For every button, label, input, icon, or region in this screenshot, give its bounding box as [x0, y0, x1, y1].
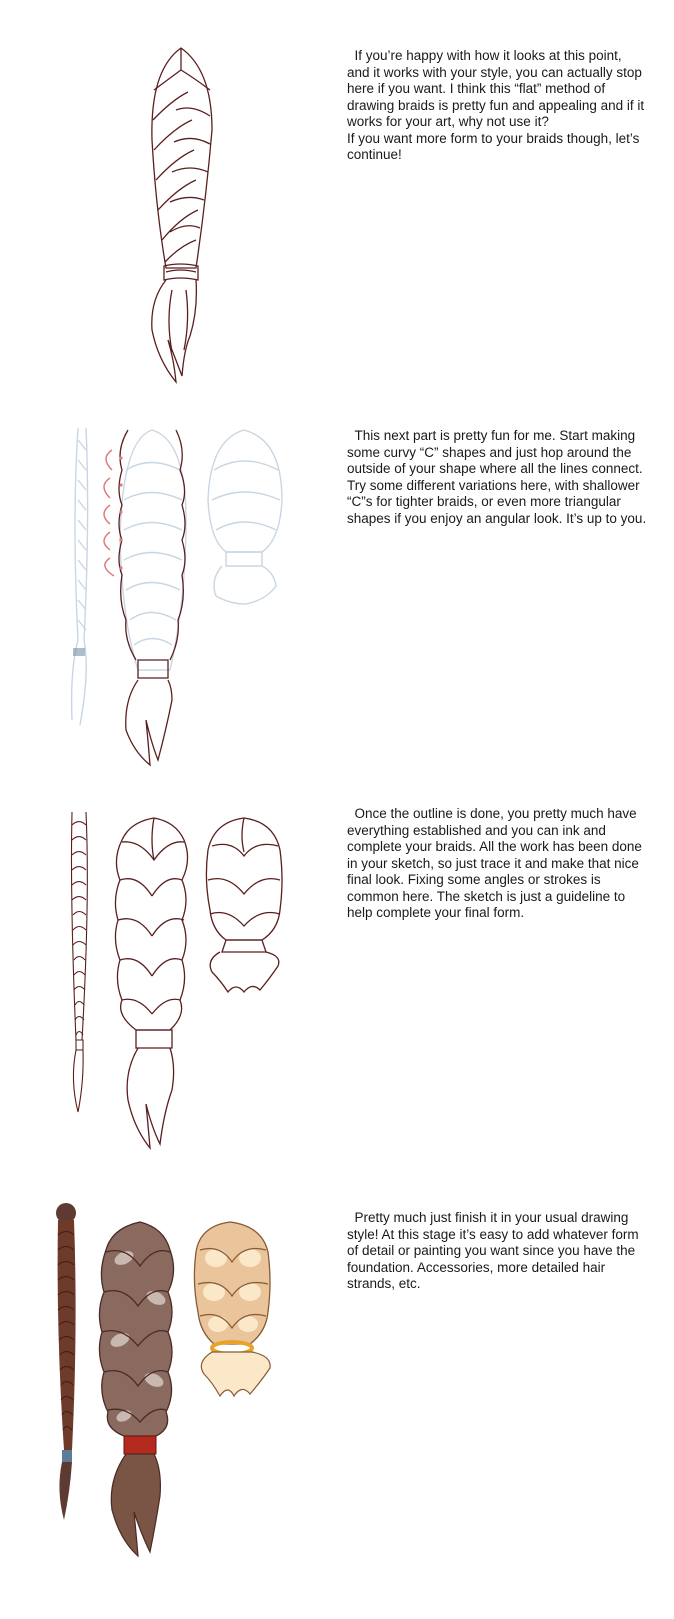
sketch-braid-with-c-shapes: [104, 430, 186, 765]
short-sketch-braid: [208, 430, 282, 604]
step-3-description: Once the outline is done, you pretty much have everything established and you can ink and complete your braids. All the work has been done in your sketch, so just trace it and make that nice final look. Fixing some angles or strokes is common here. The sketch is just a guideline to help complete your final form.: [347, 806, 646, 920]
step-1-description: If you’re happy with how it looks at this point, and it works with your style, you can actually stop here if you want. I think this “flat” method of drawing braids is pretty fun and appealing and if it works for your art, why not use it? If you want more form to your braids though, let’s continue!: [347, 48, 645, 162]
painted-blonde-braid: [194, 1222, 270, 1396]
painted-brown-braid: [99, 1222, 173, 1556]
flat-braid-drawing: [152, 48, 212, 382]
step-4-description: Pretty much just finish it in your usual drawing style! At this stage it’s easy to add whatever form of detail or painting you want since you have the foundation. Accessories, more detailed hair strands, etc.: [347, 1210, 643, 1291]
thin-inked-braid: [72, 812, 88, 1112]
step-2-description: This next part is pretty fun for me. Start making some curvy “C” shapes and just hop around the outside of your shape where all the lines connect. Try some different variations here, with shallower “C”s for tighter braids, or even more triangular shapes if you enjoy an angular look. It’s up to you.: [347, 428, 647, 526]
short-inked-braid: [206, 818, 282, 992]
thin-painted-braid: [56, 1203, 76, 1520]
inked-braid: [115, 818, 187, 1148]
thin-sketch-braid: [72, 428, 88, 725]
